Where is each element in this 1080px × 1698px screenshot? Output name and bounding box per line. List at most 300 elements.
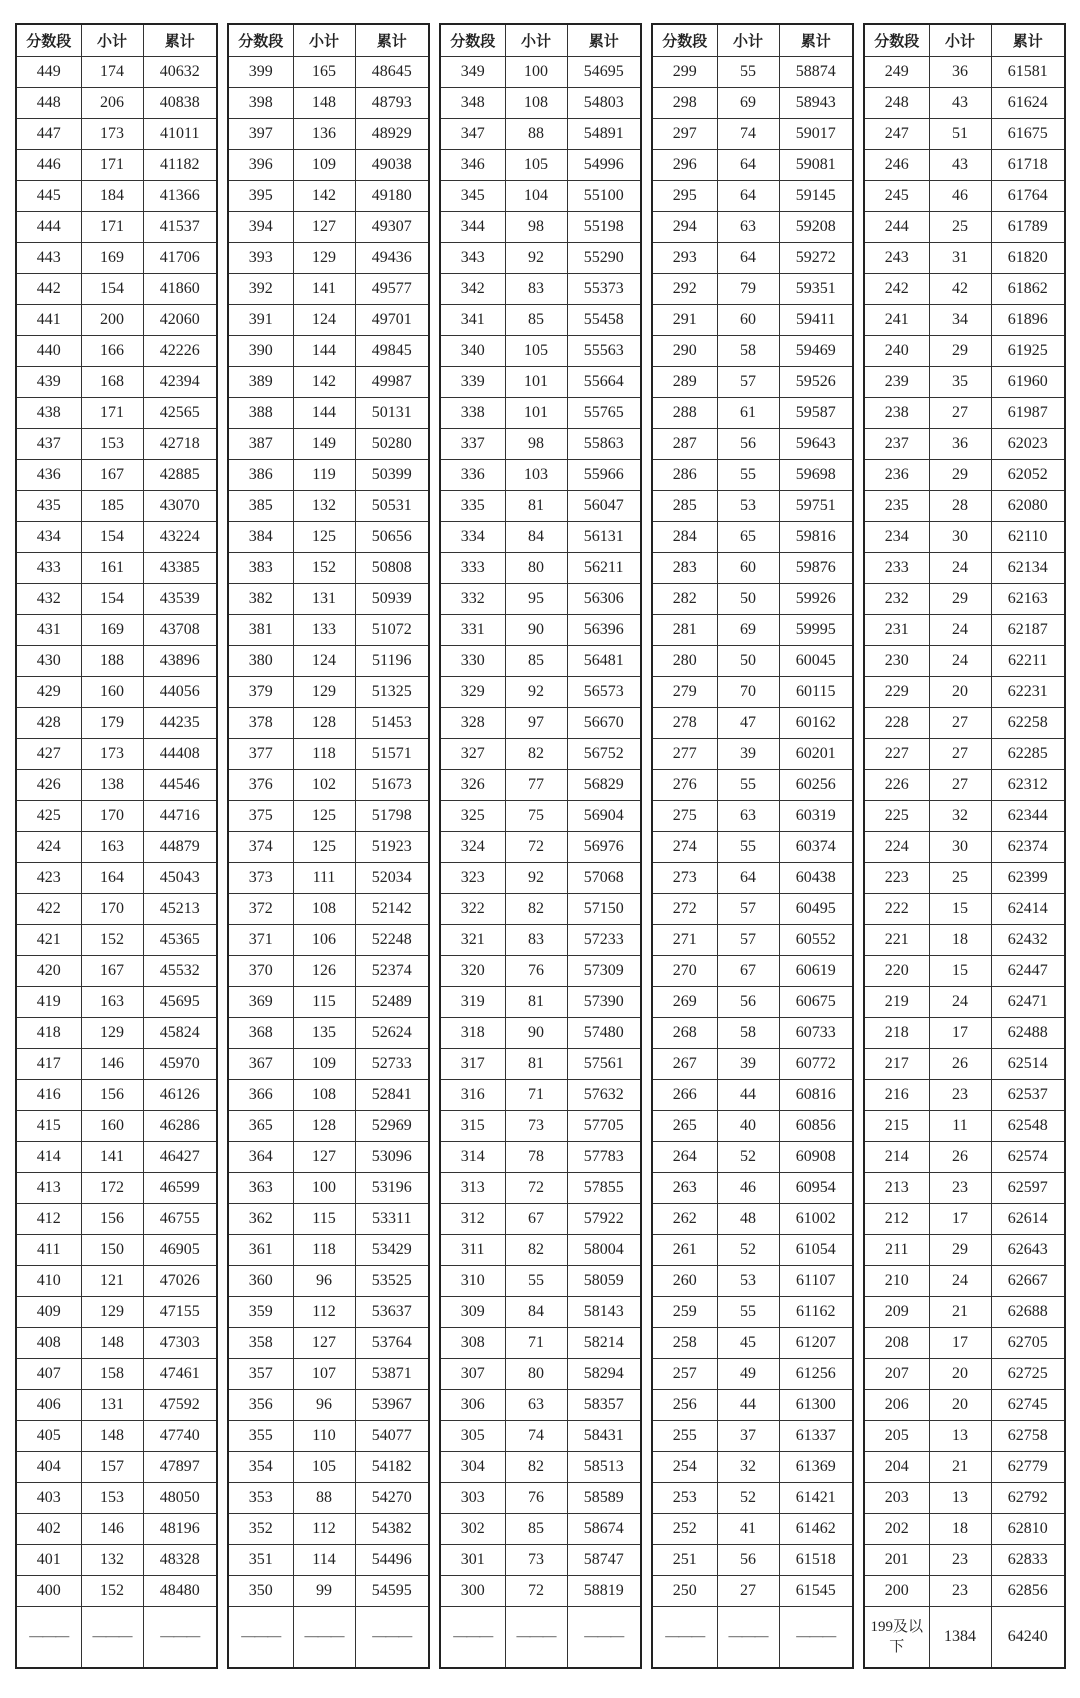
- cumulative-cell: 62447: [991, 956, 1065, 987]
- subtotal-cell: 64: [717, 243, 779, 274]
- subtotal-cell: 154: [81, 274, 143, 305]
- subtotal-cell: 26: [929, 1049, 991, 1080]
- table-row: [228, 1483, 429, 1514]
- score-cell: 249: [864, 57, 929, 88]
- cumulative-cell: 56670: [567, 708, 641, 739]
- subtotal-cell: 100: [505, 57, 567, 88]
- footer-row: [864, 1607, 1065, 1669]
- subtotal-cell: 30: [929, 522, 991, 553]
- subtotal-cell: 170: [81, 801, 143, 832]
- cumulative-cell: 62110: [991, 522, 1065, 553]
- score-cell: 333: [440, 553, 505, 584]
- cumulative-cell: 56047: [567, 491, 641, 522]
- subtotal-cell: 72: [505, 1576, 567, 1607]
- table-row: [864, 1421, 1065, 1452]
- table-row: [228, 1359, 429, 1390]
- table-row: [864, 925, 1065, 956]
- cumulative-cell: 54496: [355, 1545, 429, 1576]
- cumulative-cell: 53764: [355, 1328, 429, 1359]
- table-row: [228, 739, 429, 770]
- score-cell: 228: [864, 708, 929, 739]
- subtotal-cell: 99: [293, 1576, 355, 1607]
- subtotal-cell: 58: [717, 336, 779, 367]
- score-cell: 226: [864, 770, 929, 801]
- table-row: [440, 305, 641, 336]
- cumulative-cell: 44056: [143, 677, 217, 708]
- table-row: [440, 119, 641, 150]
- score-cell: 246: [864, 150, 929, 181]
- cumulative-cell: 60552: [779, 925, 853, 956]
- score-table-block: [863, 23, 1066, 1669]
- subtotal-cell: 92: [505, 677, 567, 708]
- cumulative-cell: 53871: [355, 1359, 429, 1390]
- subtotal-cell: 115: [293, 987, 355, 1018]
- table-row: [440, 894, 641, 925]
- score-cell: 394: [228, 212, 293, 243]
- score-cell: 273: [652, 863, 717, 894]
- table-row: [16, 584, 217, 615]
- table-row: [864, 646, 1065, 677]
- subtotal-cell: 46: [929, 181, 991, 212]
- subtotal-cell: 56: [717, 1545, 779, 1576]
- table-row: [652, 1359, 853, 1390]
- table-row: [864, 739, 1065, 770]
- cumulative-cell: 45824: [143, 1018, 217, 1049]
- subtotal-cell: 128: [293, 708, 355, 739]
- table-row: [440, 429, 641, 460]
- cumulative-cell: 60495: [779, 894, 853, 925]
- table-row: [440, 1328, 641, 1359]
- score-cell: 266: [652, 1080, 717, 1111]
- table-row: [16, 1049, 217, 1080]
- table-row: [16, 1018, 217, 1049]
- cumulative-cell: 62688: [991, 1297, 1065, 1328]
- subtotal-cell: 39: [717, 739, 779, 770]
- cumulative-cell: 61987: [991, 398, 1065, 429]
- table-row: [228, 429, 429, 460]
- cumulative-cell: 61518: [779, 1545, 853, 1576]
- subtotal-cell: 50: [717, 584, 779, 615]
- score-cell: 210: [864, 1266, 929, 1297]
- table-row: [652, 1018, 853, 1049]
- subtotal-cell: 124: [293, 305, 355, 336]
- subtotal-cell: 52: [717, 1483, 779, 1514]
- subtotal-cell: 75: [505, 801, 567, 832]
- subtotal-cell: 46: [717, 1173, 779, 1204]
- score-cell: 204: [864, 1452, 929, 1483]
- table-row: [864, 1545, 1065, 1576]
- score-cell: 283: [652, 553, 717, 584]
- cumulative-cell: 60162: [779, 708, 853, 739]
- score-cell: 443: [16, 243, 81, 274]
- table-row: [228, 801, 429, 832]
- table-row: [864, 398, 1065, 429]
- cumulative-cell: 45213: [143, 894, 217, 925]
- table-row: [864, 615, 1065, 646]
- cumulative-cell: 45365: [143, 925, 217, 956]
- cumulative-cell: 56573: [567, 677, 641, 708]
- table-row: [16, 801, 217, 832]
- cumulative-cell: 46126: [143, 1080, 217, 1111]
- cumulative-cell: 59081: [779, 150, 853, 181]
- score-cell: 278: [652, 708, 717, 739]
- table-row: [440, 181, 641, 212]
- table-row: [440, 1390, 641, 1421]
- subtotal-cell: 27: [929, 708, 991, 739]
- table-row: [16, 243, 217, 274]
- score-cell: 354: [228, 1452, 293, 1483]
- cumulative-cell: 56131: [567, 522, 641, 553]
- subtotal-cell: 25: [929, 212, 991, 243]
- subtotal-cell: 133: [293, 615, 355, 646]
- score-cell: 364: [228, 1142, 293, 1173]
- table-row: [864, 1080, 1065, 1111]
- cumulative-cell: 52969: [355, 1111, 429, 1142]
- header-score-band: 分数段: [652, 24, 717, 57]
- cumulative-cell: 42394: [143, 367, 217, 398]
- subtotal-cell: 56: [717, 987, 779, 1018]
- subtotal-cell: 84: [505, 522, 567, 553]
- subtotal-cell: 171: [81, 212, 143, 243]
- table-row: [228, 863, 429, 894]
- cumulative-cell: 52374: [355, 956, 429, 987]
- table-row: [440, 274, 641, 305]
- dash-placeholder: ———: [355, 1607, 429, 1669]
- score-cell: 342: [440, 274, 505, 305]
- cumulative-cell: 57561: [567, 1049, 641, 1080]
- subtotal-cell: 85: [505, 646, 567, 677]
- table-row: [16, 1297, 217, 1328]
- cumulative-cell: 62548: [991, 1111, 1065, 1142]
- cumulative-cell: 61718: [991, 150, 1065, 181]
- table-row: [440, 677, 641, 708]
- header-row: [440, 24, 641, 57]
- cumulative-cell: 62211: [991, 646, 1065, 677]
- score-cell: 413: [16, 1173, 81, 1204]
- cumulative-cell: 55458: [567, 305, 641, 336]
- header-score-band: 分数段: [16, 24, 81, 57]
- cumulative-cell: 53429: [355, 1235, 429, 1266]
- cumulative-cell: 62792: [991, 1483, 1065, 1514]
- subtotal-cell: 24: [929, 987, 991, 1018]
- table-row: [864, 1452, 1065, 1483]
- subtotal-cell: 67: [505, 1204, 567, 1235]
- table-row: [228, 708, 429, 739]
- score-cell: 429: [16, 677, 81, 708]
- score-cell: 227: [864, 739, 929, 770]
- subtotal-cell: 146: [81, 1049, 143, 1080]
- subtotal-cell: 53: [717, 1266, 779, 1297]
- subtotal-cell: 126: [293, 956, 355, 987]
- table-row: [16, 832, 217, 863]
- cumulative-cell: 62833: [991, 1545, 1065, 1576]
- subtotal-cell: 80: [505, 553, 567, 584]
- table-row: [652, 1297, 853, 1328]
- subtotal-cell: 31: [929, 243, 991, 274]
- cumulative-cell: 59017: [779, 119, 853, 150]
- score-cell: 209: [864, 1297, 929, 1328]
- cumulative-cell: 46286: [143, 1111, 217, 1142]
- table-row: [440, 863, 641, 894]
- cumulative-cell: 44546: [143, 770, 217, 801]
- subtotal-cell: 85: [505, 305, 567, 336]
- subtotal-cell: 27: [929, 739, 991, 770]
- cumulative-cell: 54803: [567, 88, 641, 119]
- cumulative-cell: 49577: [355, 274, 429, 305]
- score-cell: 383: [228, 553, 293, 584]
- score-cell: 233: [864, 553, 929, 584]
- footer-row: [16, 1607, 217, 1669]
- cumulative-cell: 53196: [355, 1173, 429, 1204]
- table-row: [228, 119, 429, 150]
- subtotal-cell: 24: [929, 553, 991, 584]
- score-cell: 201: [864, 1545, 929, 1576]
- table-row: [228, 150, 429, 181]
- subtotal-cell: 80: [505, 1359, 567, 1390]
- header-cumulative: 累计: [991, 24, 1065, 57]
- cumulative-cell: 54270: [355, 1483, 429, 1514]
- cumulative-cell: 62052: [991, 460, 1065, 491]
- footer-row: [652, 1607, 853, 1669]
- score-cell: 229: [864, 677, 929, 708]
- score-cell: 401: [16, 1545, 81, 1576]
- subtotal-cell: 179: [81, 708, 143, 739]
- score-cell: 293: [652, 243, 717, 274]
- subtotal-cell: 165: [293, 57, 355, 88]
- cumulative-cell: 62537: [991, 1080, 1065, 1111]
- cumulative-cell: 57855: [567, 1173, 641, 1204]
- score-cell: 359: [228, 1297, 293, 1328]
- cumulative-cell: 58943: [779, 88, 853, 119]
- cumulative-cell: 62705: [991, 1328, 1065, 1359]
- cumulative-cell: 53637: [355, 1297, 429, 1328]
- cumulative-cell: 60733: [779, 1018, 853, 1049]
- subtotal-cell: 83: [505, 274, 567, 305]
- subtotal-cell: 29: [929, 1235, 991, 1266]
- table-row: [864, 894, 1065, 925]
- score-cell: 295: [652, 181, 717, 212]
- score-cell: 254: [652, 1452, 717, 1483]
- table-row: [652, 987, 853, 1018]
- table-row: [864, 708, 1065, 739]
- table-row: [652, 863, 853, 894]
- score-cell: 392: [228, 274, 293, 305]
- subtotal-cell: 73: [505, 1111, 567, 1142]
- table-row: [16, 863, 217, 894]
- table-row: [652, 336, 853, 367]
- score-cell: 435: [16, 491, 81, 522]
- score-cell: 346: [440, 150, 505, 181]
- subtotal-cell: 173: [81, 119, 143, 150]
- subtotal-cell: 131: [293, 584, 355, 615]
- subtotal-cell: 1384: [929, 1607, 991, 1669]
- dash-placeholder: ———: [440, 1607, 505, 1669]
- subtotal-cell: 156: [81, 1080, 143, 1111]
- score-table-block: [227, 23, 430, 1669]
- table-row: [652, 739, 853, 770]
- table-row: [440, 553, 641, 584]
- cumulative-cell: 62488: [991, 1018, 1065, 1049]
- subtotal-cell: 136: [293, 119, 355, 150]
- subtotal-cell: 152: [81, 925, 143, 956]
- cumulative-cell: 62667: [991, 1266, 1065, 1297]
- score-cell: 271: [652, 925, 717, 956]
- cumulative-cell: 44235: [143, 708, 217, 739]
- subtotal-cell: 119: [293, 460, 355, 491]
- table-row: [440, 1111, 641, 1142]
- subtotal-cell: 61: [717, 398, 779, 429]
- subtotal-cell: 100: [293, 1173, 355, 1204]
- cumulative-cell: 56306: [567, 584, 641, 615]
- subtotal-cell: 96: [293, 1390, 355, 1421]
- score-cell: 370: [228, 956, 293, 987]
- subtotal-cell: 160: [81, 1111, 143, 1142]
- subtotal-cell: 124: [293, 646, 355, 677]
- subtotal-cell: 44: [717, 1080, 779, 1111]
- table-row: [228, 57, 429, 88]
- cumulative-cell: 61624: [991, 88, 1065, 119]
- score-cell: 225: [864, 801, 929, 832]
- cumulative-cell: 59643: [779, 429, 853, 460]
- subtotal-cell: 36: [929, 429, 991, 460]
- cumulative-cell: 61369: [779, 1452, 853, 1483]
- subtotal-cell: 92: [505, 243, 567, 274]
- score-cell: 360: [228, 1266, 293, 1297]
- score-cell: 318: [440, 1018, 505, 1049]
- table-row: [864, 1204, 1065, 1235]
- subtotal-cell: 17: [929, 1328, 991, 1359]
- cumulative-cell: 47155: [143, 1297, 217, 1328]
- subtotal-cell: 105: [505, 150, 567, 181]
- cumulative-cell: 62231: [991, 677, 1065, 708]
- cumulative-cell: 62810: [991, 1514, 1065, 1545]
- cumulative-cell: 42060: [143, 305, 217, 336]
- score-cell: 312: [440, 1204, 505, 1235]
- table-row: [652, 1328, 853, 1359]
- subtotal-cell: 150: [81, 1235, 143, 1266]
- score-cell: 420: [16, 956, 81, 987]
- subtotal-cell: 65: [717, 522, 779, 553]
- cumulative-cell: 57233: [567, 925, 641, 956]
- score-cell: 238: [864, 398, 929, 429]
- cumulative-cell: 61820: [991, 243, 1065, 274]
- table-row: [228, 646, 429, 677]
- subtotal-cell: 146: [81, 1514, 143, 1545]
- subtotal-cell: 85: [505, 1514, 567, 1545]
- score-cell: 294: [652, 212, 717, 243]
- table-row: [652, 491, 853, 522]
- score-cell: 322: [440, 894, 505, 925]
- cumulative-cell: 59208: [779, 212, 853, 243]
- score-cell: 307: [440, 1359, 505, 1390]
- subtotal-cell: 39: [717, 1049, 779, 1080]
- score-cell: 416: [16, 1080, 81, 1111]
- cumulative-cell: 61337: [779, 1421, 853, 1452]
- subtotal-cell: 185: [81, 491, 143, 522]
- score-cell: 379: [228, 677, 293, 708]
- cumulative-cell: 56752: [567, 739, 641, 770]
- subtotal-cell: 11: [929, 1111, 991, 1142]
- score-cell: 304: [440, 1452, 505, 1483]
- table-row: [652, 584, 853, 615]
- score-cell: 408: [16, 1328, 81, 1359]
- subtotal-cell: 161: [81, 553, 143, 584]
- score-cell: 444: [16, 212, 81, 243]
- cumulative-cell: 62614: [991, 1204, 1065, 1235]
- subtotal-cell: 70: [717, 677, 779, 708]
- subtotal-cell: 141: [81, 1142, 143, 1173]
- score-cell: 434: [16, 522, 81, 553]
- cumulative-cell: 41182: [143, 150, 217, 181]
- subtotal-cell: 174: [81, 57, 143, 88]
- subtotal-cell: 21: [929, 1452, 991, 1483]
- subtotal-cell: 163: [81, 987, 143, 1018]
- table-row: [440, 57, 641, 88]
- score-cell: 272: [652, 894, 717, 925]
- table-row: [228, 1142, 429, 1173]
- table-row: [652, 646, 853, 677]
- table-row: [440, 1452, 641, 1483]
- score-cell: 303: [440, 1483, 505, 1514]
- subtotal-cell: 156: [81, 1204, 143, 1235]
- cumulative-cell: 59698: [779, 460, 853, 491]
- score-cell: 445: [16, 181, 81, 212]
- table-row: [440, 801, 641, 832]
- cumulative-cell: 60856: [779, 1111, 853, 1142]
- score-cell: 251: [652, 1545, 717, 1576]
- cumulative-cell: 62285: [991, 739, 1065, 770]
- score-cell: 324: [440, 832, 505, 863]
- subtotal-cell: 153: [81, 429, 143, 460]
- score-cell: 329: [440, 677, 505, 708]
- subtotal-cell: 127: [293, 1142, 355, 1173]
- score-cell: 247: [864, 119, 929, 150]
- table-row: [16, 181, 217, 212]
- cumulative-cell: 59526: [779, 367, 853, 398]
- score-cell: 375: [228, 801, 293, 832]
- score-cell: 292: [652, 274, 717, 305]
- cumulative-cell: 52489: [355, 987, 429, 1018]
- subtotal-cell: 36: [929, 57, 991, 88]
- cumulative-cell: 59272: [779, 243, 853, 274]
- subtotal-cell: 160: [81, 677, 143, 708]
- score-cell: 306: [440, 1390, 505, 1421]
- table-row: [652, 615, 853, 646]
- score-cell: 397: [228, 119, 293, 150]
- subtotal-cell: 15: [929, 956, 991, 987]
- cumulative-cell: 51798: [355, 801, 429, 832]
- table-row: [652, 1390, 853, 1421]
- subtotal-cell: 135: [293, 1018, 355, 1049]
- cumulative-cell: 50656: [355, 522, 429, 553]
- subtotal-cell: 97: [505, 708, 567, 739]
- subtotal-cell: 44: [717, 1390, 779, 1421]
- subtotal-cell: 74: [717, 119, 779, 150]
- subtotal-cell: 23: [929, 1545, 991, 1576]
- header-score-band: 分数段: [864, 24, 929, 57]
- table-row: [440, 1421, 641, 1452]
- subtotal-cell: 148: [81, 1328, 143, 1359]
- footer-row: [440, 1607, 641, 1669]
- subtotal-cell: 55: [717, 460, 779, 491]
- cumulative-cell: 60619: [779, 956, 853, 987]
- subtotal-cell: 173: [81, 739, 143, 770]
- header-subtotal: 小计: [505, 24, 567, 57]
- header-cumulative: 累计: [779, 24, 853, 57]
- subtotal-cell: 88: [293, 1483, 355, 1514]
- cumulative-cell: 52733: [355, 1049, 429, 1080]
- table-row: [440, 1545, 641, 1576]
